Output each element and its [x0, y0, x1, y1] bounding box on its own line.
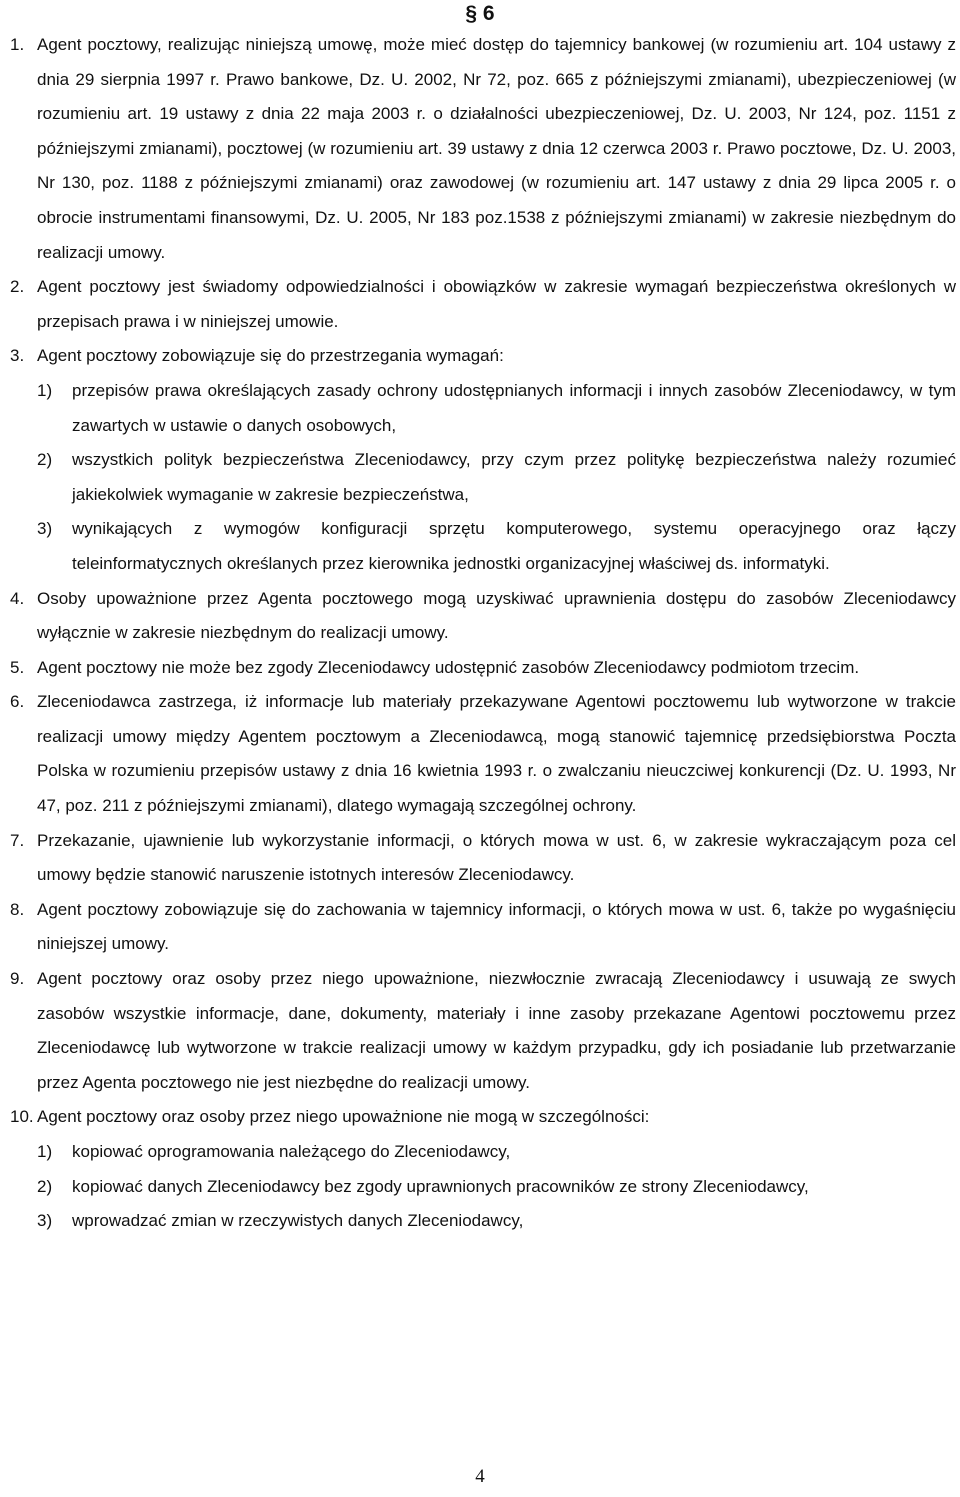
paragraph-text: Agent pocztowy oraz osoby przez niego upoważnione, niezwłocznie zwracają Zleceniodawcy i usuwają ze swych zasobów wszystkie informacje, dane, dokumenty, materiały i inne zasoby przekazane Agentowi pocztowemu przez Zleceniodawcę lub wytworzone w trakcie realizacji umowy w każdym przypadku, gdy ich posiadanie lub przetwarzanie przez Agenta pocztowego nie jest niezbędne do realizacji umowy. — [37, 969, 956, 1092]
paragraph-4 — [10, 582, 956, 651]
subitem-number: 1) — [37, 1142, 53, 1161]
paragraph-10-subitem-1 — [10, 1135, 956, 1170]
paragraph-9 — [10, 962, 956, 1100]
paragraph-10-subitem-2 — [10, 1170, 956, 1205]
subitem-number: 3) — [37, 1211, 53, 1231]
paragraph-8 — [10, 893, 956, 962]
section-heading: § 6 — [465, 2, 495, 25]
paragraph-text: Zleceniodawca zastrzega, iż informacje lub materiały przekazywane Agentowi pocztowemu lub wytworzone w trakcie realizacji umowy między Agentem pocztowym a Zleceniodawcą, mogą stanowić tajemnicę przedsiębiorstwa Poczta Polska w rozumieniu przepisów ustawy z dnia 16 kwietnia 1993 r. o zwalczaniu nieuczciwej konkurencji (Dz. U. 1993, Nr 47, poz. 211 z późniejszymi zmianami), dlatego wymagają szczególnej ochrony. — [37, 692, 956, 816]
document-body — [10, 28, 956, 1239]
paragraph-number: 8. — [10, 899, 25, 919]
paragraph-number: 7. — [10, 830, 25, 850]
page-number: 4 — [475, 1466, 485, 1487]
paragraph-10 — [10, 1100, 956, 1135]
subitem-text: kopiować danych Zleceniodawcy bez zgody uprawnionych pracowników ze strony Zleceniodawcy, — [72, 1176, 809, 1196]
paragraph-number: 4. — [10, 588, 25, 608]
subitem-number: 3) — [37, 519, 53, 539]
paragraph-3 — [10, 339, 956, 374]
paragraph-text: Agent pocztowy, realizując niniejszą umowę, może mieć dostęp do tajemnicy bankowej (w rozumieniu art. 104 ustawy z dnia 29 sierpnia 1997 r. Prawo bankowe, Dz. U. 2002, Nr 72, poz. 665 z późniejszymi zmianami), ubezpieczeniowej (w rozumieniu art. 19 ustawy z dnia 22 maja 2003 r. o działalności ubezpieczeniowej, Dz. U. 2003, Nr 124, poz. 1151 z późniejszymi zmianami), pocztowej (w rozumieniu art. 39 ustawy z dnia 12 czerwca 2003 r. Prawo pocztowe, Dz. U. 2003, Nr 130, poz. 1188 z późniejszymi zmianami) oraz zawodowej (w rozumieniu art. 147 ustawy z dnia 29 lipca 2005 r. o obrocie instrumentami finansowymi, Dz. U. 2005, Nr 183 poz.1538 z późniejszymi zmianami) w zakresie niezbędnym do realizacji umowy. — [37, 35, 956, 262]
paragraph-text: Agent pocztowy jest świadomy odpowiedzialności i obowiązków w zakresie wymagań bezpieczeństwa określonych w przepisach prawa i w niniejszej umowie. — [37, 277, 956, 331]
paragraph-2 — [10, 270, 956, 339]
paragraph-1 — [10, 28, 956, 270]
subitem-text: wynikających z wymogów konfiguracji sprzętu komputerowego, systemu operacyjnego oraz łączy teleinformatycznych określanych przez kierownika jednostki organizacyjnej właściwej ds. informatyki. — [72, 519, 956, 573]
paragraph-text: Przekazanie, ujawnienie lub wykorzystanie informacji, o których mowa w ust. 6, w zakresie wykraczającym poza cel umowy będzie stanowić naruszenie istotnych interesów Zleceniodawcy. — [37, 830, 956, 885]
paragraph-text: Agent pocztowy zobowiązuje się do zachowania w tajemnicy informacji, o których mowa w ust. 6, także po wygaśnięciu niniejszej umowy. — [37, 899, 956, 954]
paragraph-number: 5. — [10, 657, 25, 677]
subitem-text: kopiować oprogramowania należącego do Zleceniodawcy, — [72, 1142, 511, 1161]
subitem-text: wszystkich polityk bezpieczeństwa Zleceniodawcy, przy czym przez politykę bezpieczeństwa należy rozumieć jakiekolwiek wymaganie w zakresie bezpieczeństwa, — [72, 450, 956, 504]
paragraph-10-subitem-3 — [10, 1204, 956, 1239]
paragraph-number: 3. — [10, 346, 25, 366]
paragraph-number: 2. — [10, 277, 25, 297]
paragraph-text: Agent pocztowy zobowiązuje się do przestrzegania wymagań: — [37, 346, 504, 366]
paragraph-number: 1. — [10, 35, 25, 54]
paragraph-3-subitem-2 — [10, 443, 956, 512]
paragraph-3-subitem-1 — [10, 374, 956, 443]
subitem-number: 1) — [37, 380, 53, 400]
paragraph-text: Agent pocztowy nie może bez zgody Zleceniodawcy udostępnić zasobów Zleceniodawcy podmiotom trzecim. — [37, 657, 860, 677]
paragraph-text: Agent pocztowy oraz osoby przez niego upoważnione nie mogą w szczególności: — [37, 1107, 650, 1127]
paragraph-5 — [10, 651, 956, 686]
subitem-number: 2) — [37, 450, 53, 470]
paragraph-number: 10. — [10, 1107, 34, 1127]
subitem-text: wprowadzać zmian w rzeczywistych danych Zleceniodawcy, — [72, 1211, 524, 1231]
paragraph-7 — [10, 824, 956, 893]
paragraph-number: 9. — [10, 969, 25, 989]
paragraph-3-subitem-3 — [10, 512, 956, 581]
subitem-number: 2) — [37, 1176, 53, 1196]
paragraph-number: 6. — [10, 692, 25, 712]
paragraph-6 — [10, 685, 956, 823]
subitem-text: przepisów prawa określających zasady ochrony udostępnianych informacji i innych zasobów Zleceniodawcy, w tym zawartych w ustawie o danych osobowych, — [72, 380, 956, 435]
paragraph-text: Osoby upoważnione przez Agenta pocztowego mogą uzyskiwać uprawnienia dostępu do zasobów Zleceniodawcy wyłącznie w zakresie niezbędnym do realizacji umowy. — [37, 588, 956, 643]
